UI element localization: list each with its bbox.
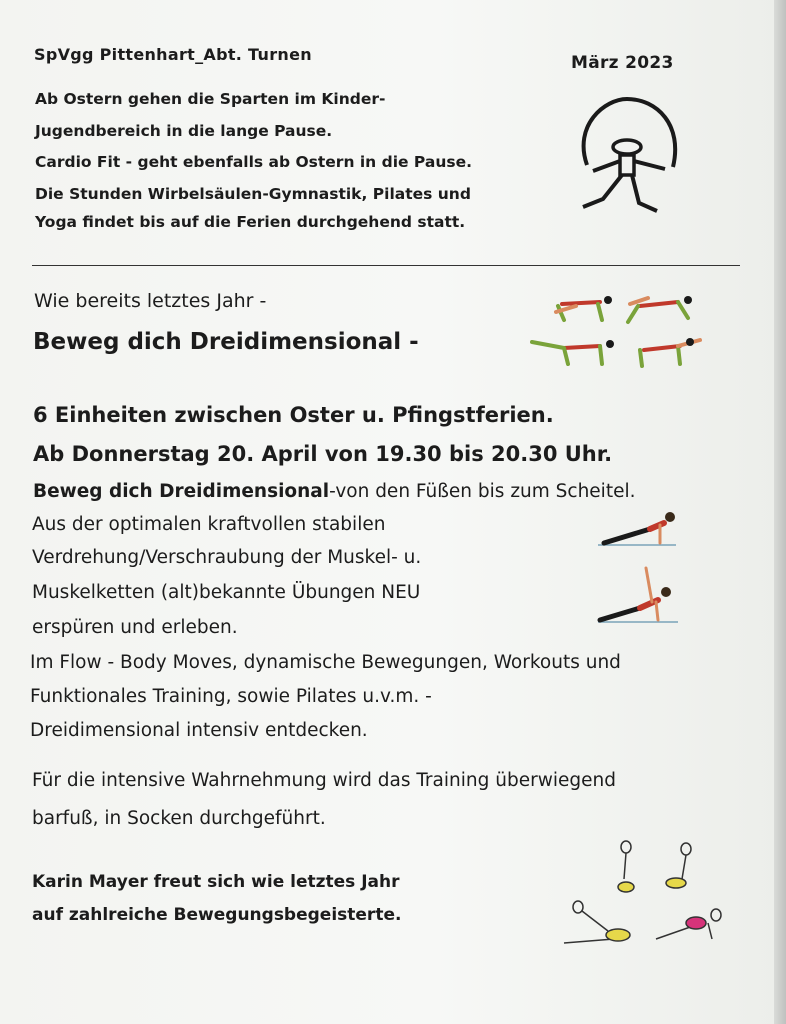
description-line-5: Im Flow - Body Moves, dynamische Bewegungen, Workouts und — [30, 652, 621, 673]
exercise-figures-icon — [528, 288, 714, 378]
description-line-3: Muskelketten (alt)bekannte Übungen NEU — [32, 582, 421, 603]
course-lead: Wie bereits letztes Jahr - — [34, 290, 267, 312]
course-subtitle-rest: -von den Füßen bis zum Scheitel. — [329, 481, 636, 502]
intro-line-5: Yoga findet bis auf die Ferien durchgehend statt. — [35, 213, 466, 231]
intro-line-2: Jugendbereich in die lange Pause. — [35, 122, 333, 140]
description-line-4: erspüren und erleben. — [32, 617, 238, 638]
stretching-figures-icon — [556, 835, 726, 965]
intro-line-1: Ab Ostern gehen die Sparten im Kinder- — [35, 90, 386, 108]
description-line-7: Dreidimensional intensiv entdecken. — [30, 720, 368, 741]
course-schedule: Ab Donnerstag 20. April von 19.30 bis 20.30 Uhr. — [33, 442, 613, 466]
closing-line-1: Karin Mayer freut sich wie letztes Jahr — [32, 872, 400, 892]
course-title: Beweg dich Dreidimensional - — [33, 329, 419, 355]
description-line-1: Aus der optimalen kraftvollen stabilen — [32, 514, 386, 535]
description-line-2: Verdrehung/Verschraubung der Muskel- u. — [32, 547, 422, 568]
section-divider — [32, 265, 740, 266]
screen-edge — [774, 0, 786, 1024]
intro-line-3: Cardio Fit - geht ebenfalls ab Ostern in die Pause. — [35, 153, 472, 171]
description-line-6: Funktionales Training, sowie Pilates u.v.m. - — [30, 686, 432, 707]
club-name: SpVgg Pittenhart_Abt. Turnen — [34, 45, 312, 64]
training-line-2: barfuß, in Socken durchgeführt. — [32, 808, 326, 829]
plank-figure-icon — [594, 505, 684, 553]
rope-jumper-icon — [565, 95, 690, 230]
course-subtitle-bold: Beweg dich Dreidimensional — [33, 481, 330, 502]
course-units: 6 Einheiten zwischen Oster u. Pfingstferien. — [33, 403, 554, 427]
flyer-date: März 2023 — [571, 53, 674, 73]
training-line-1: Für die intensive Wahrnehmung wird das Training überwiegend — [32, 770, 616, 791]
intro-line-4: Die Stunden Wirbelsäulen-Gymnastik, Pilates und — [35, 185, 471, 203]
course-subtitle — [33, 481, 635, 503]
side-plank-figure-icon — [594, 562, 684, 626]
closing-line-2: auf zahlreiche Bewegungsbegeisterte. — [32, 905, 402, 925]
